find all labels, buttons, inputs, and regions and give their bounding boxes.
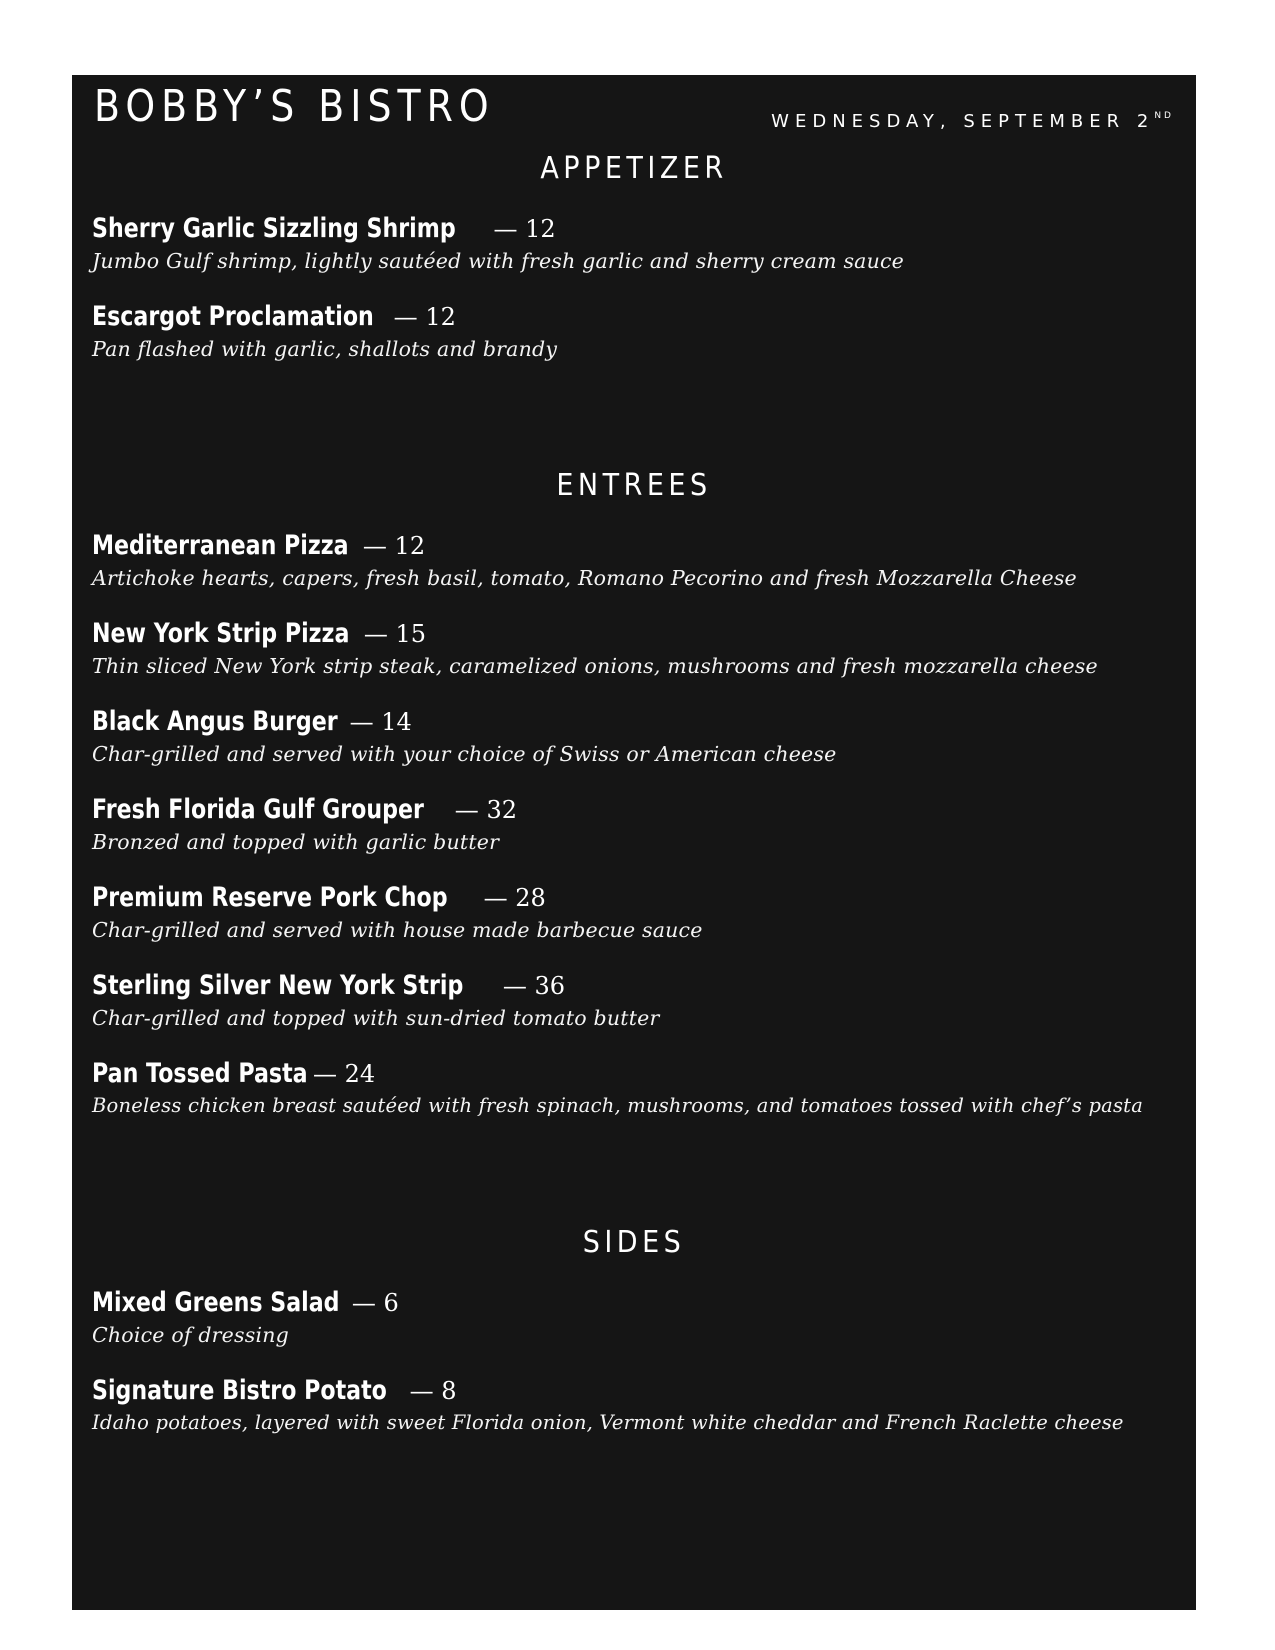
item-price: 12	[394, 532, 426, 560]
price-separator: —	[493, 215, 518, 243]
item-price: 15	[395, 620, 427, 648]
price-separator: —	[351, 1289, 376, 1317]
price-separator: —	[502, 972, 527, 1000]
item-name: Sterling Silver New York Strip	[92, 970, 464, 1001]
item-price: 12	[425, 303, 456, 331]
menu-item	[92, 213, 1192, 275]
menu-date-text: WEDNESDAY, SEPTEMBER 2	[771, 111, 1155, 132]
item-price: 28	[515, 884, 546, 912]
item-price-wrap	[364, 620, 426, 648]
price-separator: —	[349, 708, 374, 736]
item-head	[92, 882, 1192, 914]
item-description: Idaho potatoes, layered with sweet Florida onion, Vermont white cheddar and French Raclette cheese	[92, 1411, 1124, 1435]
item-name: Signature Bistro Potato	[92, 1375, 387, 1406]
item-description: Jumbo Gulf shrimp, lightly sautéed with fresh garlic and sherry cream sauce	[92, 249, 905, 274]
item-price-wrap	[410, 1377, 457, 1405]
restaurant-name: BOBBY’S BISTRO	[94, 81, 495, 132]
section-title-sides: SIDES	[582, 1225, 686, 1260]
item-description: Boneless chicken breast sautéed with fresh spinach, mushrooms, and tomatoes tossed with chef’s pasta	[92, 1094, 1144, 1118]
menu-panel	[72, 75, 1196, 1610]
menu-date-suffix: ND	[1154, 111, 1174, 121]
item-price: 24	[344, 1060, 376, 1088]
item-description: Bronzed and topped with garlic butter	[92, 830, 500, 855]
menu-item	[92, 794, 1192, 856]
item-name: Sherry Garlic Sizzling Shrimp	[92, 213, 456, 244]
menu-item	[92, 882, 1192, 944]
menu-item	[92, 618, 1192, 680]
item-head	[92, 1287, 1192, 1319]
item-price-wrap	[455, 796, 517, 824]
price-separator: —	[409, 1377, 434, 1405]
item-name: Premium Reserve Pork Chop	[92, 882, 448, 913]
price-separator: —	[454, 796, 479, 824]
menu-item	[92, 301, 1192, 363]
item-head	[92, 1058, 1192, 1090]
price-separator: —	[363, 620, 388, 648]
price-separator: —	[312, 1060, 337, 1088]
item-description: Char-grilled and served with your choice of Swiss or American cheese	[92, 742, 837, 767]
item-description: Pan flashed with garlic, shallots and brandy	[92, 337, 558, 362]
item-name: New York Strip Pizza	[92, 618, 350, 649]
item-name: Mediterranean Pizza	[92, 530, 349, 561]
item-price-wrap	[352, 1289, 399, 1317]
menu-item	[92, 970, 1192, 1032]
item-description: Char-grilled and topped with sun-dried tomato butter	[92, 1006, 660, 1031]
item-price: 36	[534, 972, 566, 1000]
menu-item	[92, 530, 1192, 592]
menu-item	[92, 1375, 1192, 1436]
item-price-wrap	[363, 532, 425, 560]
item-price: 32	[486, 796, 517, 824]
item-head	[92, 618, 1192, 650]
item-price-wrap	[484, 884, 546, 912]
item-price: 6	[383, 1289, 399, 1317]
item-price-wrap	[494, 215, 556, 243]
item-head	[92, 706, 1192, 738]
item-price-wrap	[503, 972, 565, 1000]
menu-date	[771, 111, 1174, 132]
item-name: Pan Tossed Pasta	[92, 1058, 308, 1089]
item-description: Char-grilled and served with house made barbecue sauce	[92, 918, 703, 943]
item-price-wrap	[394, 303, 456, 331]
section-title-entrees: ENTREES	[556, 468, 712, 503]
menu-item	[92, 1287, 1192, 1349]
item-name: Escargot Proclamation	[92, 301, 374, 332]
price-separator: —	[362, 532, 387, 560]
item-description: Thin sliced New York strip steak, caramelized onions, mushrooms and fresh mozzarella cheese	[92, 654, 1098, 679]
item-name: Fresh Florida Gulf Grouper	[92, 794, 424, 825]
item-description: Artichoke hearts, capers, fresh basil, tomato, Romano Pecorino and fresh Mozzarella Cheese	[92, 566, 1077, 591]
item-name: Black Angus Burger	[92, 706, 338, 737]
menu-item	[92, 706, 1192, 768]
item-price: 14	[381, 708, 412, 736]
item-head	[92, 970, 1192, 1002]
item-head	[92, 213, 1192, 245]
item-head	[92, 1375, 1192, 1407]
item-name: Mixed Greens Salad	[92, 1287, 340, 1318]
item-price-wrap	[350, 708, 412, 736]
item-price: 8	[441, 1377, 457, 1405]
item-head	[92, 301, 1192, 333]
price-separator: —	[393, 303, 418, 331]
item-price: 12	[525, 215, 556, 243]
item-price-wrap	[313, 1060, 375, 1088]
item-description: Choice of dressing	[92, 1323, 289, 1348]
section-title-appetizer: APPETIZER	[540, 151, 728, 186]
menu-item	[92, 1058, 1192, 1119]
item-head	[92, 530, 1192, 562]
item-head	[92, 794, 1192, 826]
price-separator: —	[483, 884, 508, 912]
